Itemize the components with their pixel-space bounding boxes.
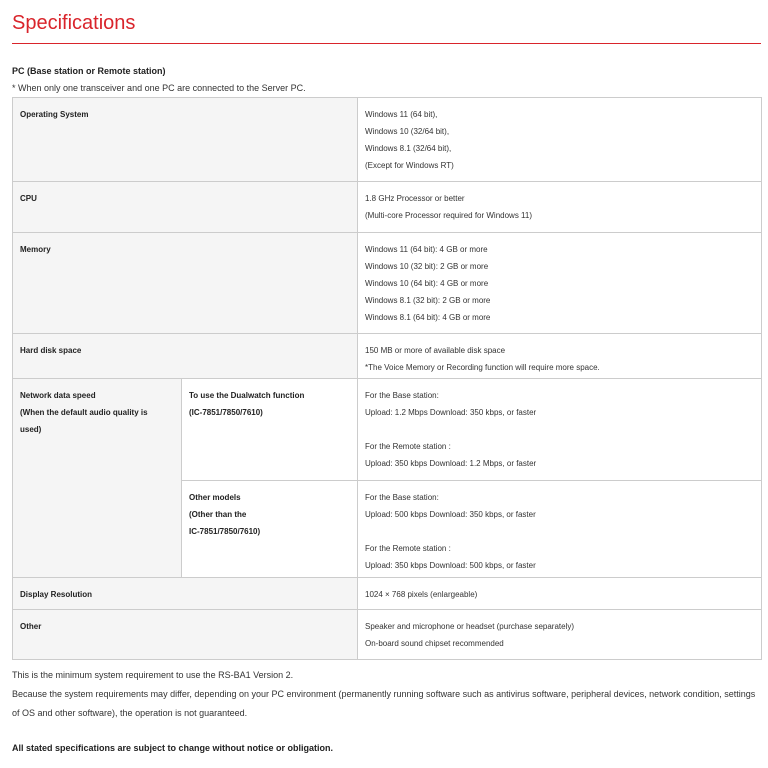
spec-value-cpu	[358, 182, 762, 233]
spec-row-os	[13, 98, 762, 182]
spec-row-memory	[13, 233, 762, 334]
spec-row-network-dualwatch	[13, 379, 762, 481]
section-heading: PC (Base station or Remote station)	[12, 66, 166, 76]
label-line: Other models	[189, 493, 241, 502]
label-line: used)	[20, 425, 42, 434]
spec-row-cpu	[13, 182, 762, 233]
value-line: Upload: 350 kbps Download: 500 kbps, or faster	[365, 561, 536, 570]
spec-value-disk	[358, 334, 762, 379]
value-line: 150 MB or more of available disk space	[365, 346, 506, 355]
spec-row-disk	[13, 334, 762, 379]
value-line: For the Remote station :	[365, 544, 451, 553]
spec-label-display: Display Resolution	[13, 578, 358, 610]
value-line: For the Base station:	[365, 493, 439, 502]
spec-label-other: Other	[13, 610, 358, 660]
spec-row-other	[13, 610, 762, 660]
value-line: For the Base station:	[365, 391, 439, 400]
value-line: Windows 8.1 (64 bit): 4 GB or more	[365, 313, 491, 322]
spec-sublabel-dualwatch	[182, 379, 358, 481]
value-line: On-board sound chipset recommended	[365, 639, 504, 648]
value-line: Upload: 350 kbps Download: 1.2 Mbps, or faster	[365, 459, 537, 468]
minimum-requirement-note: This is the minimum system requirement to use the RS-BA1 Version 2.	[12, 670, 294, 680]
spec-label-os: Operating System	[13, 98, 358, 182]
spec-label-disk: Hard disk space	[13, 334, 358, 379]
value-line: (Multi-core Processor required for Windows 11)	[365, 211, 533, 220]
spec-label-network	[13, 379, 182, 578]
spec-label-cpu: CPU	[13, 182, 358, 233]
page-title: Specifications	[12, 12, 136, 34]
value-line: For the Remote station :	[365, 442, 451, 451]
connection-note: * When only one transceiver and one PC are connected to the Server PC.	[12, 83, 306, 93]
spec-value-other-models	[358, 481, 762, 578]
value-line: Windows 10 (32 bit): 2 GB or more	[365, 262, 489, 271]
spec-value-other	[358, 610, 762, 660]
title-divider	[12, 43, 761, 44]
spec-value-display	[358, 578, 762, 610]
value-line: Speaker and microphone or headset (purchase separately)	[365, 622, 575, 631]
value-line: Windows 10 (64 bit): 4 GB or more	[365, 279, 489, 288]
value-line: Windows 8.1 (32/64 bit),	[365, 144, 452, 153]
spec-label-memory: Memory	[13, 233, 358, 334]
label-line: IC-7851/7850/7610)	[189, 527, 261, 536]
value-line: Upload: 500 kbps Download: 350 kbps, or faster	[365, 510, 536, 519]
label-line: (IC-7851/7850/7610)	[189, 408, 263, 417]
value-line: 1.8 GHz Processor or better	[365, 194, 465, 203]
label-line: Network data speed	[20, 391, 96, 400]
spec-sublabel-other-models	[182, 481, 358, 578]
label-line: To use the Dualwatch function	[189, 391, 305, 400]
spec-value-dualwatch	[358, 379, 762, 481]
label-line: (When the default audio quality is	[20, 408, 148, 417]
change-notice: All stated specifications are subject to change without notice or obligation.	[12, 743, 334, 753]
value-line: *The Voice Memory or Recording function will require more space.	[365, 363, 600, 372]
spec-row-display	[13, 578, 762, 610]
value-line: 1024 × 768 pixels (enlargeable)	[365, 590, 478, 599]
spec-value-os	[358, 98, 762, 182]
spec-table	[12, 97, 762, 660]
spec-value-memory	[358, 233, 762, 334]
value-line: Windows 8.1 (32 bit): 2 GB or more	[365, 296, 491, 305]
value-line: Windows 11 (64 bit),	[365, 110, 438, 119]
value-line: Windows 10 (32/64 bit),	[365, 127, 450, 136]
value-line: Upload: 1.2 Mbps Download: 350 kbps, or faster	[365, 408, 537, 417]
value-line: (Except for Windows RT)	[365, 161, 454, 170]
disclaimer-text: Because the system requirements may differ, depending on your PC environment (permanently running software such as antivirus software, peripheral devices, network condition, settings of OS and other software), the operation is not guaranteed.	[12, 689, 756, 718]
value-line: Windows 11 (64 bit): 4 GB or more	[365, 245, 488, 254]
label-line: (Other than the	[189, 510, 247, 519]
